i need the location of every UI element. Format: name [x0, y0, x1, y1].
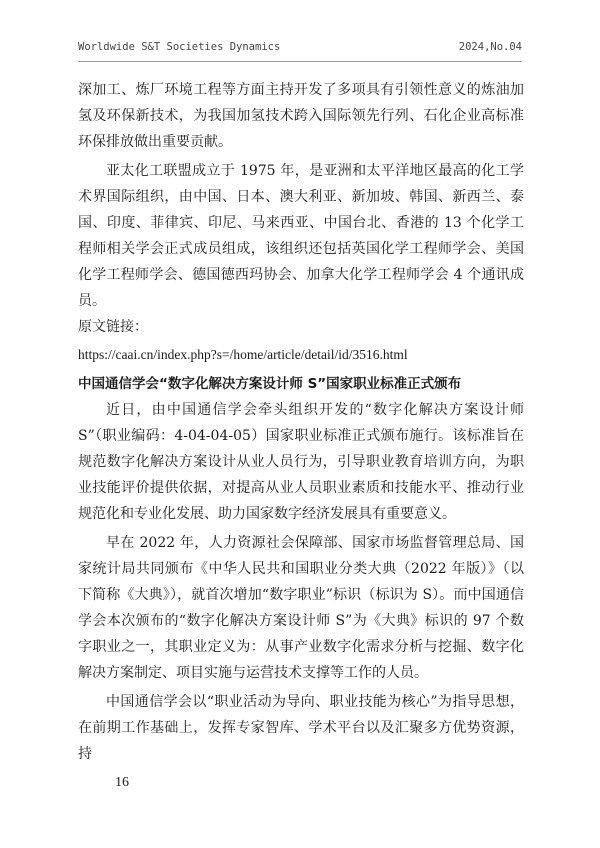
- article-body: [78, 77, 524, 767]
- section-heading: 中国通信学会“数字化解决方案设计师 S”国家职业标准正式颁布: [78, 376, 462, 392]
- paragraph-continued: 深加工、炼厂环境工程等方面主持开发了多项具有引领性意义的炼油加氢及环保新技术，为我国加氢技术跨入国际领先行列、石化企业高标准环保排放做出重要贡献。: [78, 82, 524, 150]
- running-header: [78, 41, 522, 53]
- paragraph-announcement: 近日，由中国通信学会牵头组织开发的“数字化解决方案设计师 S”（职业编码：4-04-04-05）国家职业标准正式颁布施行。该标准旨在规范数字化解决方案设计从业人员行为，引导职业教育培训方向，为职业技能评价提供依据，对提高从业人员职业素质和技能水平、推动行业规范化和专业化发展、助力国家数字经济发展具有重要意义。: [78, 402, 524, 522]
- journal-name: Worldwide S&T Societies Dynamics: [78, 41, 281, 53]
- paragraph-approach: 中国通信学会以“职业活动为导向、职业技能为核心”为指导思想，在前期工作基础上，发挥专家智库、学术平台以及汇聚多方优势资源，持: [78, 694, 524, 762]
- paragraph-background: 早在 2022 年，人力资源社会保障部、国家市场监督管理总局、国家统计局共同颁布《中华人民共和国职业分类大典（2022 年版）》（以下简称《大典》），就首次增加“数字职业”标识（标识为 S）。而中国通信学会本次颁布的“数字化解决方案设计师 S”为《大典》标识的 97 个数字职业之一，其职业定义为：从事产业数字化需求分析与挖掘、数字化解决方案制定、项目实施与运营技术支撑等工作的人员。: [78, 535, 524, 681]
- paragraph-apfche: 亚太化工联盟成立于 1975 年，是亚洲和太平洋地区最高的化工学术界国际组织，由中国、日本、澳大利亚、新加坡、韩国、新西兰、泰国、印度、菲律宾、印尼、马来西亚、中国台北、香港的 13 个化学工程师相关学会正式成员组成，该组织还包括英国化学工程师学会、美国化学工程师学会、德国德西玛协会、加拿大化学工程师学会 4 个通讯成员。: [78, 163, 524, 309]
- link-label: 原文链接：: [78, 319, 148, 335]
- page-number: 16: [115, 775, 129, 790]
- header-divider: [78, 61, 522, 62]
- issue-number: 2024,No.04: [458, 41, 522, 53]
- source-link[interactable]: https://caai.cn/index.php?s=/home/article/detail/id/3516.html: [78, 347, 408, 362]
